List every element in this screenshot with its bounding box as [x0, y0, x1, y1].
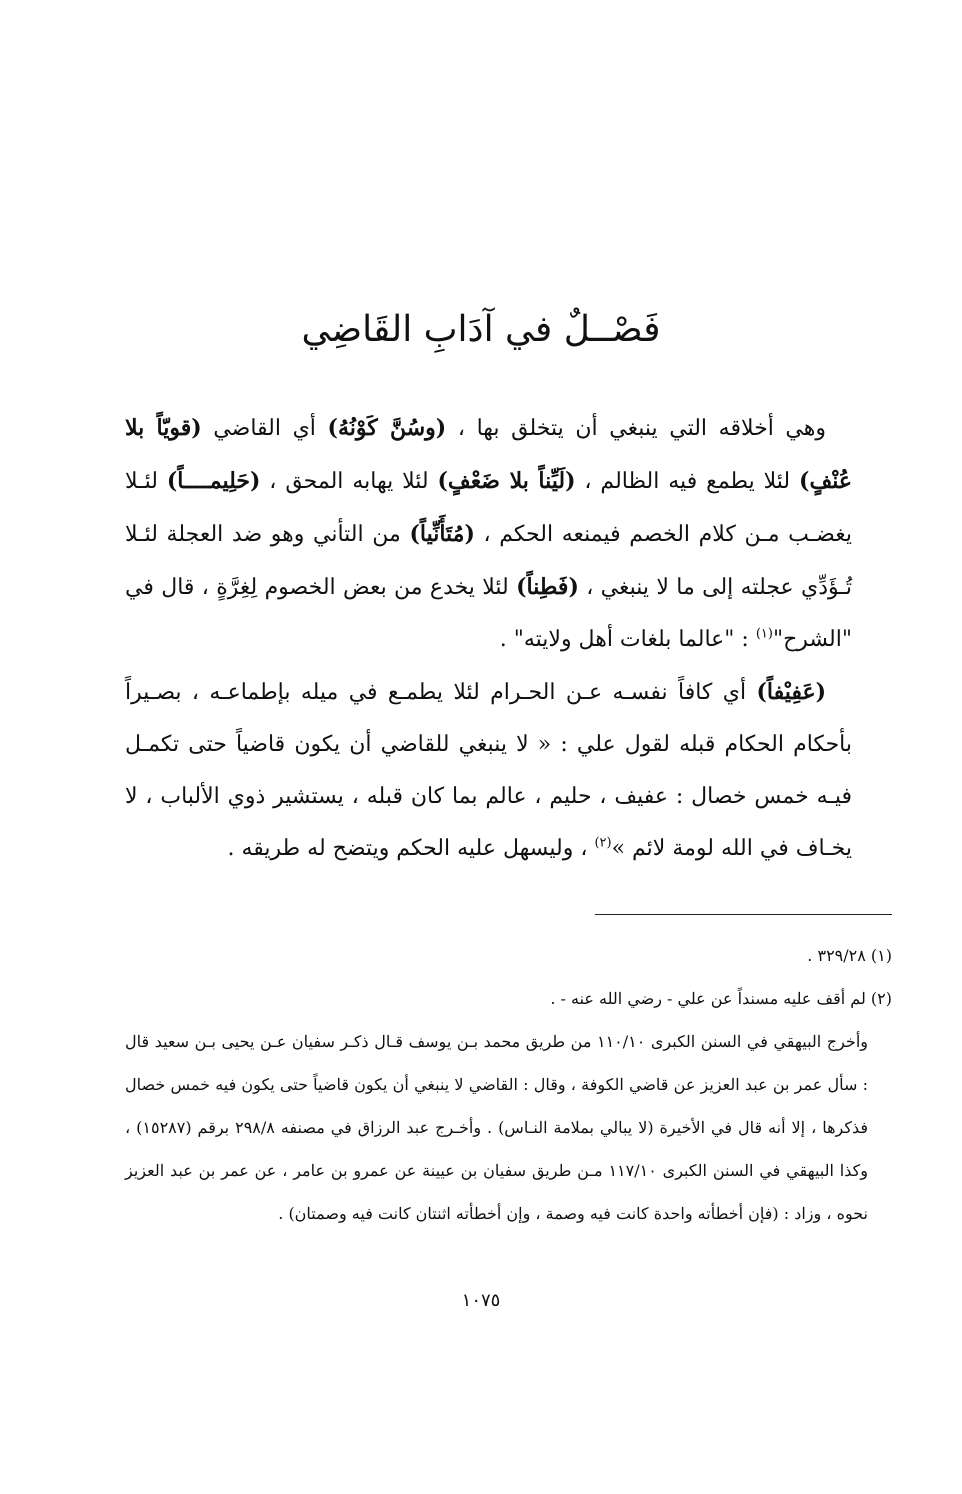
footnote-2-continuation: وأخرج البيهقي في السنن الكبرى ١١٠/١٠ من طريق محمد بـن يوسف قـال ذكـر سفيان عـن يحيى بـن سعيد قال : سأل عمر بن عبد العزيز عن قاضي الكوفة ، وقال : القاضي لا ينبغي أن يكون قاضياً حتى يكون فيه خمس خصال فذكرها ، إلا أنه قال في الأخيرة (لا يبالي بملامة النـاس) . وأخـرج عبد الرزاق في مصنفه ٢٩٨/٨ برقم (١٥٢٨٧) ، وكذا البيهقي في السنن الكبرى ١١٧/١٠ مـن طريق سفيان بن عيينة عن عمرو بن عامر ، عن عمر بن عبد العزيز نحوه ، وزاد : (فإن أخطأته واحدة كانت فيه وصمة ، وإن أخطأته اثنتان كانت فيه وصمتان) .: [125, 1032, 868, 1223]
footnotes: [125, 934, 892, 1235]
footnote-2: (٢) لم أقف عليه مسنداً عن علي - رضي الله عنه - .: [550, 989, 892, 1008]
footnote-divider: [595, 914, 892, 915]
p1-text-g: لئلا يخدع من بعض الخصوم لِغِرَّةٍ ، قال في "الشرح": [125, 575, 852, 652]
footnote-ref-2: (٢): [594, 835, 612, 851]
p1-text-d: لئلا يهابه المحق ،: [260, 469, 438, 494]
section-title: فَصْــلٌ في آدَابِ القَاضِي: [301, 309, 661, 350]
paragraph-1: [125, 402, 852, 666]
p1-text-a: وهي أخلاقه التي ينبغي أن يتخلق بها ،: [446, 416, 826, 441]
p1-matn-f: (فَطِناً): [516, 574, 579, 600]
p2-matn-a: (عَفِيْفاً): [756, 679, 826, 705]
p2-text-a: أي كافاً نفسـه عـن الحـرام لئلا يطمـع في ميله بإطماعـه ، بصـيراً بأحكام الحكام قبله لقول علي : « لا ينبغي للقاضي أن يكون قاضياً حتى تكمـل فيـه خمس خصال : عفيف ، حليم ، عالم بما كان قبله ، يستشير ذوي الألباب ، لا يخـاف في الله لومة لائم »: [125, 680, 852, 861]
p1-text-e: لئـلا يغضـب مـن كلام الخصم فيمنعه الحكم ،: [125, 469, 852, 547]
paragraph-2: [125, 666, 852, 875]
p1-matn-a: (وسُنَّ كَوْنُهُ): [327, 415, 447, 441]
p1-matn-b: (قويّاً بلا عُنْفٍ): [125, 415, 852, 494]
p1-matn-c: (لَيِّناً بلا ضَعْفٍ): [437, 468, 576, 494]
footnote-1: (١) ٣٢٩/٢٨ .: [807, 946, 892, 965]
p2-text-b: ، وليسهل عليه الحكم ويتضح له طريقه .: [227, 836, 595, 861]
p1-text-c: لئلا يطمع فيه الظالم ،: [575, 469, 800, 494]
main-text: [125, 402, 852, 875]
p1-text-b: أي القاضي: [201, 416, 328, 441]
p1-text-h: : "عالما بلغات أهل ولايته" .: [499, 627, 756, 652]
p1-matn-e: (مُتَأَنِّياً): [409, 521, 475, 547]
p1-matn-d: (حَلِيمــــاً): [166, 468, 261, 494]
page-number: ١٠٧٥: [461, 1290, 501, 1311]
p1-text-f: من التأني وهو ضد العجلة لئـلا تُـؤَدِّي عجلته إلى ما لا ينبغي ،: [125, 522, 852, 600]
footnote-ref-1: (١): [755, 626, 773, 642]
